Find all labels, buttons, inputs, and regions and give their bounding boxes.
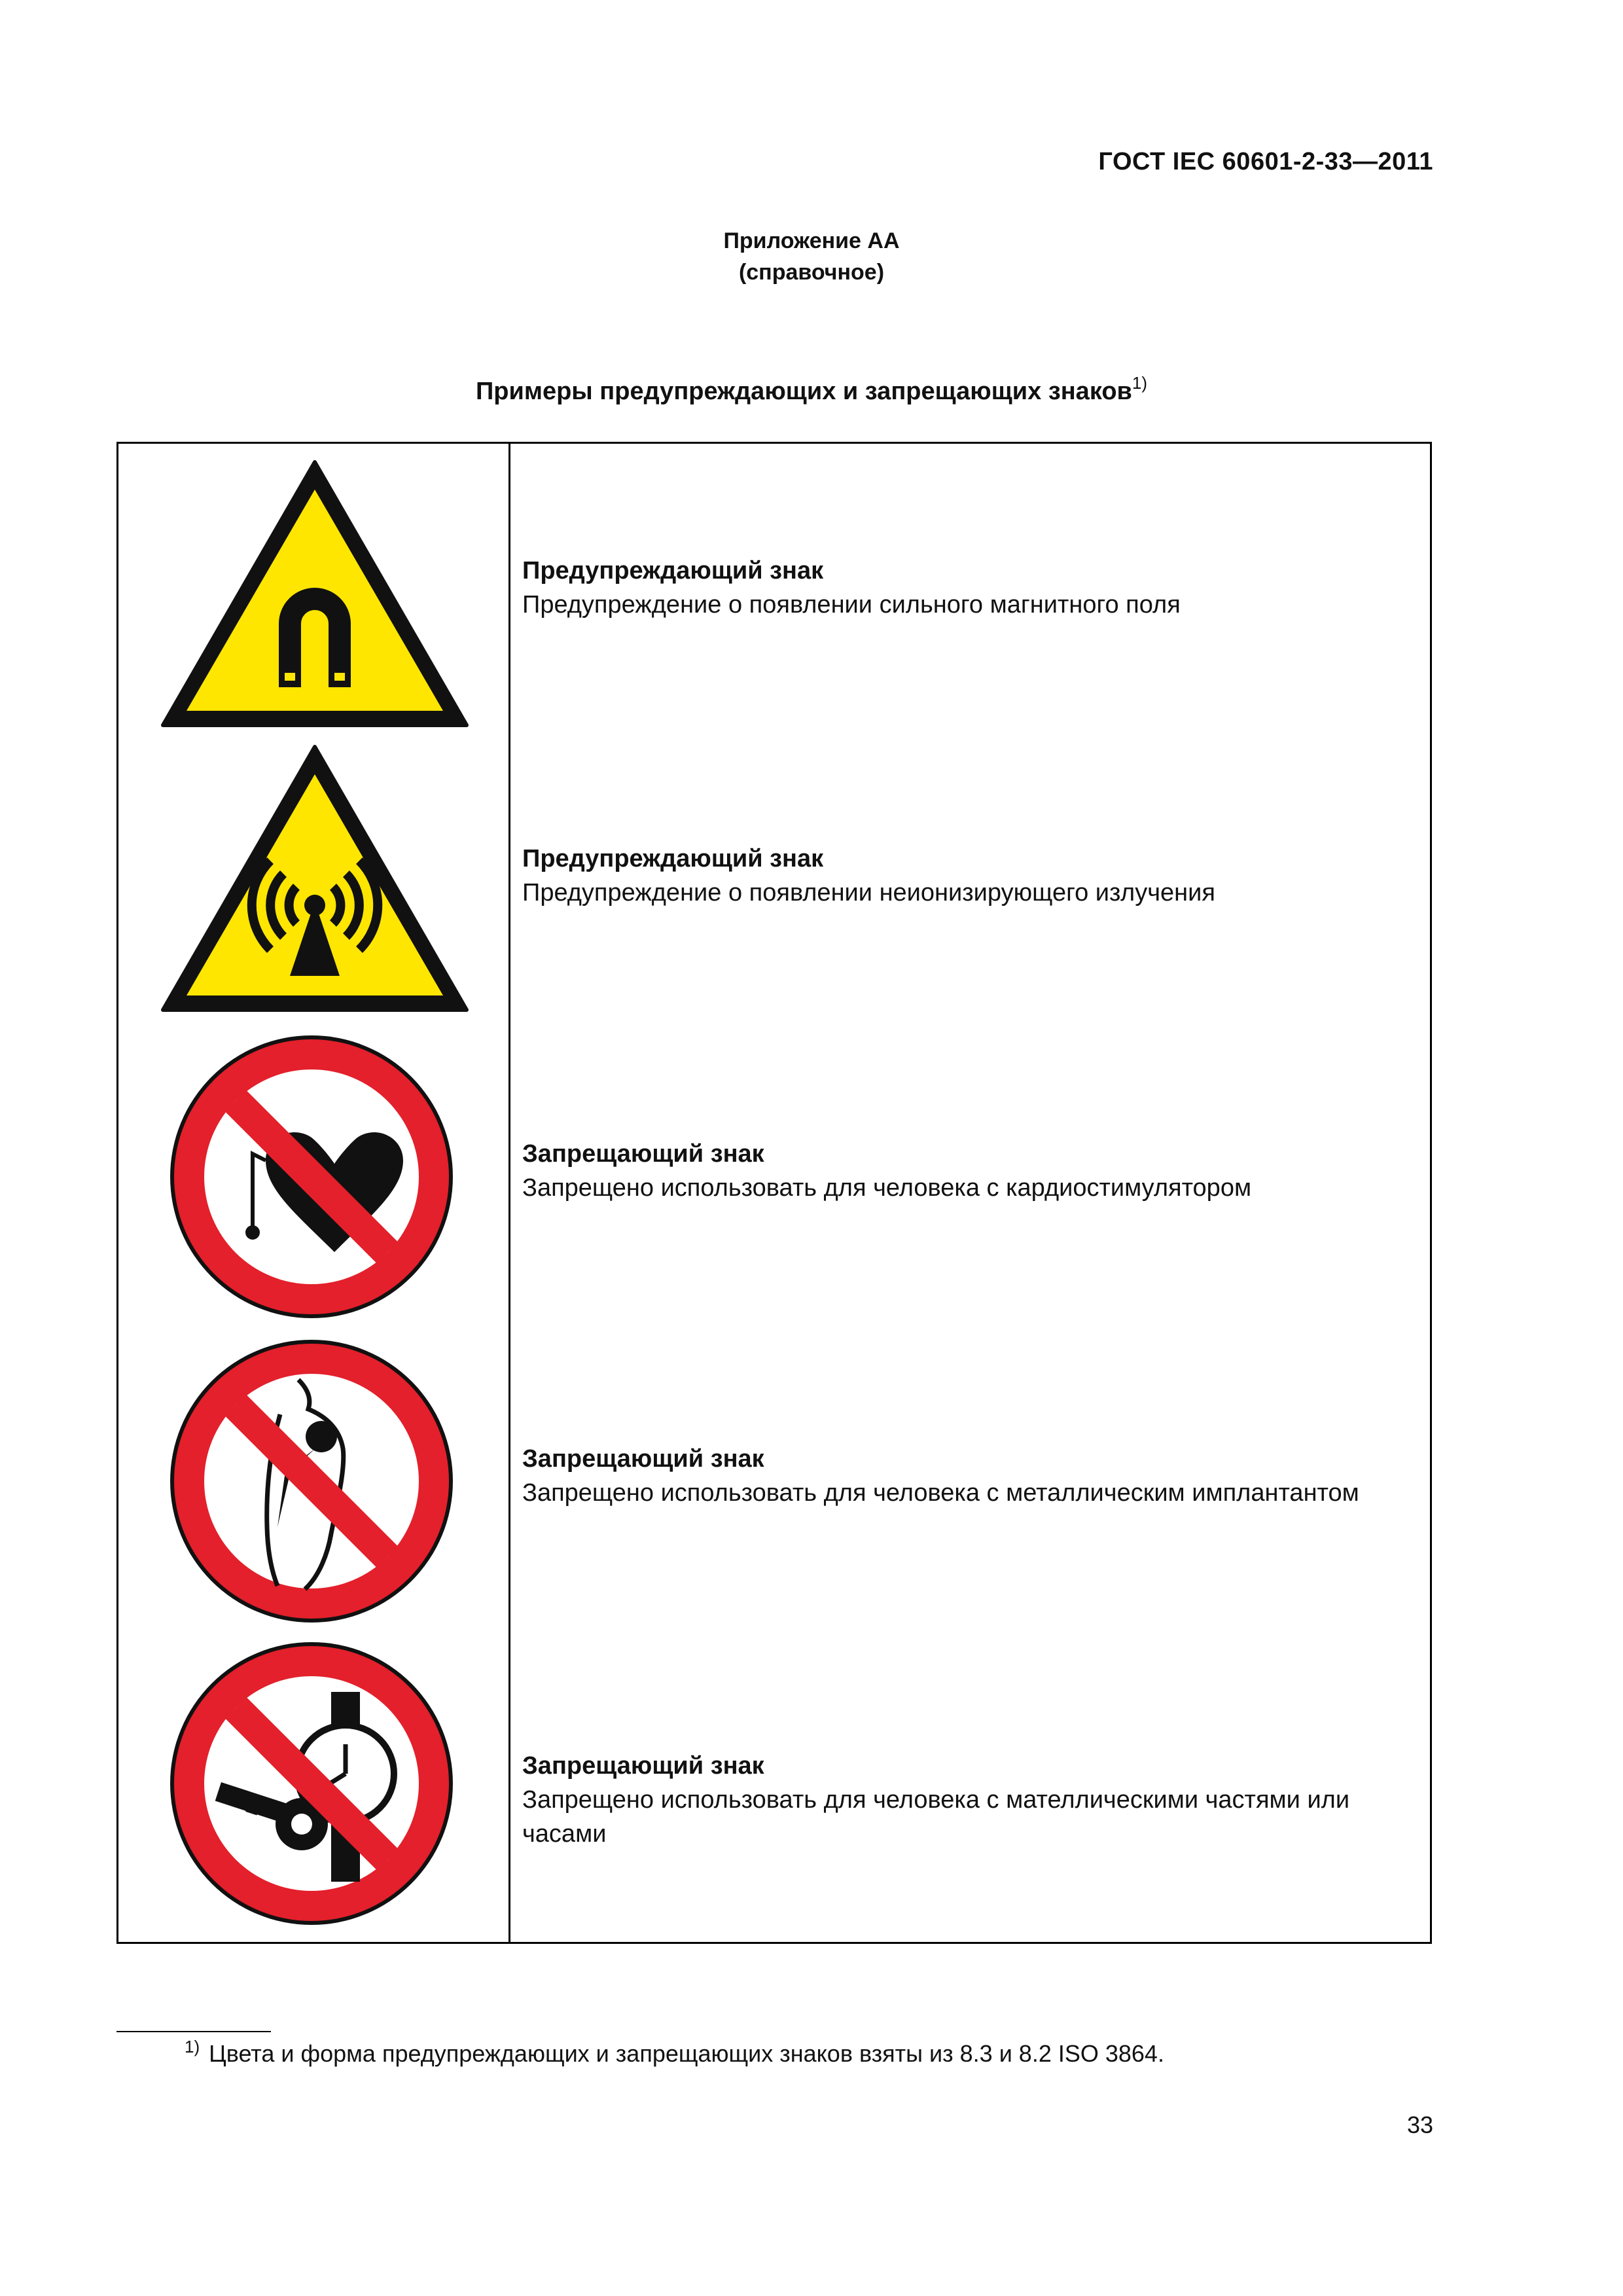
footnote-text: Цвета и форма предупреждающих и запрещающих знаков взяты из 8.3 и 8.2 ISO 3864. [209, 2040, 1164, 2067]
sign-kind: Предупреждающий знак [522, 557, 824, 584]
sign-description [522, 1137, 1425, 1205]
footnote-rule [116, 2031, 271, 2032]
no-metal-implant-icon [168, 1337, 455, 1625]
table-title [0, 373, 1623, 406]
footnote-reference: 1) [1132, 373, 1148, 393]
sign-meaning: Предупреждение о появлении сильного магнитного поля [522, 591, 1181, 619]
no-metal-parts-or-watch-icon [168, 1640, 455, 1928]
non-ionizing-radiation-warning-icon [158, 742, 472, 1016]
footnote-mark: 1) [185, 2037, 200, 2056]
sign-description [522, 842, 1425, 910]
magnetic-field-warning-icon [158, 457, 472, 732]
page-number: 33 [1406, 2111, 1433, 2138]
sign-meaning: Запрещено использовать для человека с мателлическими частями или часами [522, 1786, 1350, 1848]
table-row [118, 444, 1430, 735]
sign-kind: Запрещающий знак [522, 1140, 764, 1168]
table-row [118, 1638, 1430, 1942]
document-code: ГОСТ IEC 60601-2-33—2011 [1098, 148, 1433, 175]
signs-table [116, 442, 1432, 1944]
annex-title: Приложение АА [723, 228, 900, 253]
sign-kind: Запрещающий знак [522, 1752, 764, 1780]
sign-meaning: Запрещено использовать для человека с кардиостимулятором [522, 1174, 1252, 1202]
footnote [186, 2037, 1429, 2068]
table-title-text: Примеры предупреждающих и запрещающих знаков [475, 378, 1132, 405]
table-row [118, 735, 1430, 1023]
sign-kind: Предупреждающий знак [522, 845, 824, 872]
sign-meaning: Запрещено использовать для человека с металлическим имплантантом [522, 1479, 1359, 1507]
sign-meaning: Предупреждение о появлении неионизирующего излучения [522, 879, 1215, 906]
table-row [118, 1023, 1430, 1331]
sign-description [522, 1749, 1425, 1851]
sign-description [522, 1442, 1425, 1510]
annex-heading [0, 225, 1623, 288]
table-row [118, 1331, 1430, 1638]
no-pacemaker-icon [168, 1033, 455, 1321]
sign-kind: Запрещающий знак [522, 1445, 764, 1473]
annex-subtitle: (справочное) [738, 260, 885, 285]
sign-description [522, 554, 1425, 622]
